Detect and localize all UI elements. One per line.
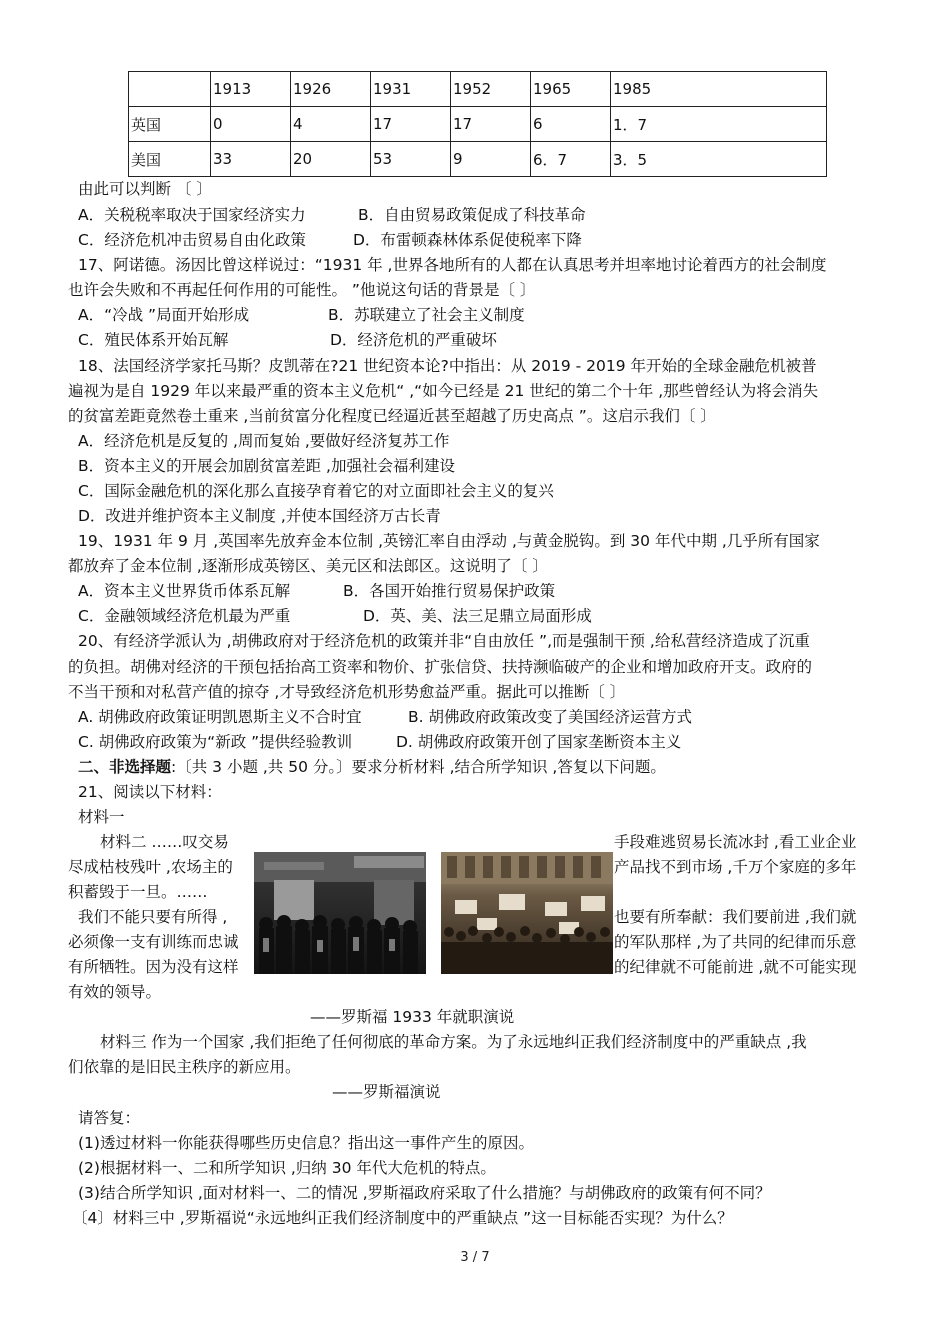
material2-line6-right: 的纪律就不可能前进 ,就不可能实现 <box>614 958 857 976</box>
material2-line1-left: 材料二 ……叹交易 <box>100 833 229 851</box>
material2-line5-left: 必须像一支有训练而忠诚 <box>68 933 239 951</box>
table-cell <box>129 72 211 107</box>
answer-prompt: 请答复： <box>78 1109 141 1127</box>
table-cell: 17 <box>371 107 451 142</box>
table-cell: 1985 <box>611 72 827 107</box>
q18-stem-line3: 的贫富差距竟然卷土重来 ,当前贫富分化程度已经逼近甚至超越了历史高点 ”。这启示我们〔 〕 <box>68 407 716 425</box>
q16-option-b: B．自由贸易政策促成了科技革命 <box>358 206 586 224</box>
table-cell: 英国 <box>129 107 211 142</box>
q18-option-c: C．国际金融危机的深化那么直接孕育着它的对立面即社会主义的复兴 <box>78 482 554 500</box>
q16-stem: 由此可以判断 〔 〕 <box>78 180 212 198</box>
q19-option-d: D．英、美、法三足鼎立局面形成 <box>363 607 592 625</box>
q17-stem-line1: 17、阿诺德。汤因比曾这样说过：“1931 年 ,世界各地所有的人都在认真思考并坦率地讨论着西方的社会制度 <box>78 256 827 274</box>
q18-option-b: B．资本主义的开展会加剧贫富差距 ,加强社会福利建设 <box>78 457 455 475</box>
q19-stem-line2: 都放弃了金本位制 ,逐渐形成英镑区、美元区和法郎区。这说明了〔 〕 <box>68 557 548 575</box>
q20-stem-line2: 的负担。胡佛对经济的干预包括抬高工资率和物价、扩张信贷、扶持濒临破产的企业和增加政府开支。政府的 <box>68 658 813 676</box>
table-cell: 美国 <box>129 142 211 177</box>
table-header-row <box>129 72 827 107</box>
q17-option-a: A．“冷战 ”局面开始形成 <box>78 306 250 324</box>
section2-title: 二、非选择题 <box>78 758 172 776</box>
q16-option-c: C．经济危机冲击贸易自由化政策 <box>78 231 306 249</box>
q18-option-d: D．改进并维护资本主义制度 ,并使本国经济万古长青 <box>78 507 441 525</box>
q20-option-c: C. 胡佛政府政策为“新政 ”提供经验教训 <box>78 733 353 751</box>
q19-option-b: B．各国开始推行贸易保护政策 <box>343 582 556 600</box>
table-cell: 20 <box>291 142 371 177</box>
material3-source: ——罗斯福演说 <box>332 1083 441 1101</box>
table-cell: 53 <box>371 142 451 177</box>
sub-question-1: (1)透过材料一你能获得哪些历史信息？指出这一事件产生的原因。 <box>78 1134 534 1152</box>
table-cell: 33 <box>211 142 291 177</box>
material1-label: 材料一 <box>78 808 125 826</box>
bank-run-photo <box>254 852 426 974</box>
table-cell: 4 <box>291 107 371 142</box>
table-cell: 0 <box>211 107 291 142</box>
sub-question-2: (2)根据材料一、二和所学知识 ,归纳 30 年代大危机的特点。 <box>78 1159 496 1177</box>
material2-line2-left: 尽成枯枝残叶 ,农场主的 <box>68 858 233 876</box>
material2-line3-left: 积蓄毁于一旦。…… <box>68 883 208 901</box>
q19-option-c: C．金融领域经济危机最为严重 <box>78 607 291 625</box>
tariff-table <box>128 71 827 177</box>
q20-option-b: B. 胡佛政府政策改变了美国经济运营方式 <box>408 708 692 726</box>
q20-option-a: A. 胡佛政府政策证明凯恩斯主义不合时宜 <box>78 708 362 726</box>
table-cell: 1965 <box>531 72 611 107</box>
q19-option-a: A．资本主义世界货币体系瓦解 <box>78 582 291 600</box>
material2-line6-left: 有所牺牲。因为没有这样 <box>68 958 239 976</box>
q17-stem-line2: 也许会失败和不再起任何作用的可能性。 ”他说这句话的背景是〔 〕 <box>68 281 536 299</box>
q16-option-a: A．关税税率取决于国家经济实力 <box>78 206 306 224</box>
protest-crowd-photo <box>441 852 613 974</box>
q21-intro: 21、阅读以下材料： <box>78 783 222 801</box>
q18-option-a: A．经济危机是反复的 ,周而复始 ,要做好经济复苏工作 <box>78 432 450 450</box>
q20-stem-line3: 不当干预和对私营产值的掠夺 ,才导致经济危机形势愈益严重。据此可以推断〔 〕 <box>68 683 626 701</box>
table-row <box>129 142 827 177</box>
sub-question-3: (3)结合所学知识 ,面对材料一、二的情况 ,罗斯福政府采取了什么措施？与胡佛政府的政策有何不同？ <box>78 1184 771 1202</box>
material3-line1: 材料三 作为一个国家 ,我们拒绝了任何彻底的革命方案。为了永远地纠正我们经济制度中的严重缺点 ,我 <box>100 1033 807 1051</box>
table-cell: 6 <box>531 107 611 142</box>
material2-line5-right: 的军队那样 ,为了共同的纪律而乐意 <box>614 933 857 951</box>
q18-stem-line1: 18、法国经济学家托马斯？皮凯蒂在?21 世纪资本论?中指出：从 2019 - 2019 年开始的全球金融危机被普 <box>78 357 817 375</box>
table-cell: 1913 <box>211 72 291 107</box>
q20-option-d: D. 胡佛政府政策开创了国家垄断资本主义 <box>396 733 682 751</box>
q20-stem-line1: 20、有经济学派认为 ,胡佛政府对于经济危机的政策并非“自由放任 ”,而是强制干预 ,给私营经济造成了沉重 <box>78 632 810 650</box>
section2-instructions: :〔共 3 小题 ,共 50 分。〕要求分析材料 ,结合所学知识 ,答复以下问题。 <box>171 758 666 776</box>
q16-option-d: D．布雷顿森林体系促使税率下降 <box>353 231 582 249</box>
table-cell: 1952 <box>451 72 531 107</box>
sub-question-4: 〔4〕材料三中 ,罗斯福说“永远地纠正我们经济制度中的严重缺点 ”这一目标能否实现？为什么？ <box>72 1209 733 1227</box>
material2-source: ——罗斯福 1933 年就职演说 <box>310 1008 515 1026</box>
q19-stem-line1: 19、1931 年 9 月 ,英国率先放弃金本位制 ,英镑汇率自由浮动 ,与黄金脱钩。到 30 年代中期 ,几乎所有国家 <box>78 532 820 550</box>
table-cell: 1931 <box>371 72 451 107</box>
section2-heading <box>78 756 666 778</box>
q17-option-c: C．殖民体系开始瓦解 <box>78 331 229 349</box>
q17-option-d: D．经济危机的严重破坏 <box>330 331 497 349</box>
material2-line2-right: 产品找不到市场 ,千万个家庭的多年 <box>614 858 857 876</box>
table-row <box>129 107 827 142</box>
table-cell: 1926 <box>291 72 371 107</box>
table-cell: 1．7 <box>611 107 827 142</box>
material2-line4-left: 我们不能只要有所得 , <box>78 908 228 926</box>
material2-line7: 有效的领导。 <box>68 983 162 1001</box>
material3-line2: 们依靠的是旧民主秩序的新应用。 <box>68 1058 301 1076</box>
material2-line4-right: 也要有所奉献：我们要前进 ,我们就 <box>614 908 857 926</box>
table-cell: 6．7 <box>531 142 611 177</box>
q18-stem-line2: 遍视为是自 1929 年以来最严重的资本主义危机“ ,“如今已经是 21 世纪的第二个十年 ,那些曾经认为将会消失 <box>68 382 819 400</box>
table-cell: 3．5 <box>611 142 827 177</box>
page-number: 3 / 7 <box>460 1250 490 1265</box>
table-cell: 9 <box>451 142 531 177</box>
material2-line1-right: 手段难逃贸易长流冰封 ,看工业企业 <box>614 833 857 851</box>
q17-option-b: B．苏联建立了社会主义制度 <box>328 306 525 324</box>
table-cell: 17 <box>451 107 531 142</box>
